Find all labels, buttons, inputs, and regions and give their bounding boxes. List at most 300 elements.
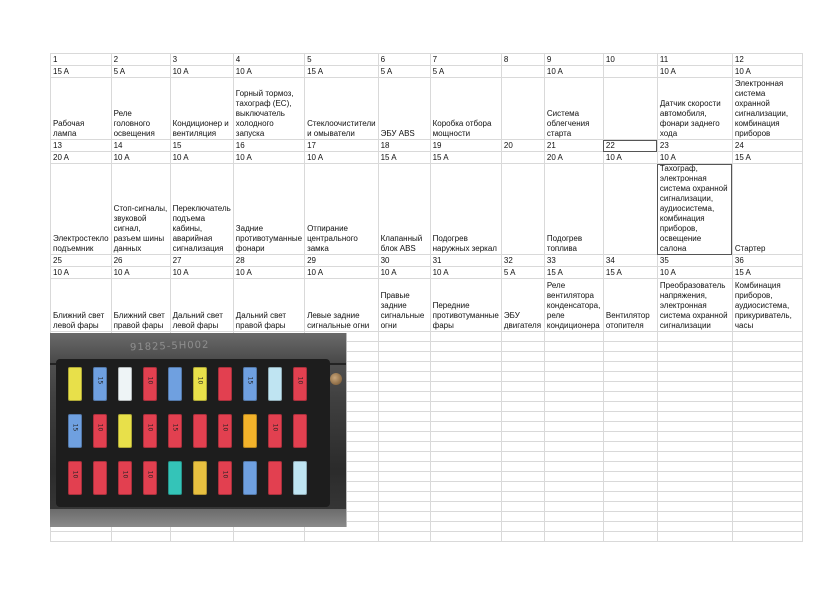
empty-cell[interactable] — [378, 332, 430, 342]
fuse-description-cell[interactable]: Кондиционер и вентиляция — [170, 78, 233, 140]
fuse-description-cell[interactable]: Ближний свет правой фары — [111, 279, 170, 332]
empty-cell[interactable] — [378, 342, 430, 352]
fuse-number-cell[interactable]: 34 — [603, 255, 657, 267]
fuse-amperage-cell[interactable]: 10 A — [111, 267, 170, 279]
fuse-amperage-cell[interactable]: 20 A — [544, 152, 603, 164]
fuse-number-cell[interactable]: 19 — [430, 140, 501, 152]
fuse — [143, 461, 157, 495]
empty-cell[interactable] — [732, 482, 802, 492]
empty-cell[interactable] — [544, 532, 603, 542]
fuse-number-cell[interactable]: 35 — [657, 255, 732, 267]
empty-cell[interactable] — [430, 382, 501, 392]
empty-cell[interactable] — [378, 442, 430, 452]
empty-cell[interactable] — [544, 412, 603, 422]
fuse-amperage-cell[interactable]: 5 A — [378, 66, 430, 78]
empty-cell[interactable] — [501, 372, 544, 382]
fuse-amperage-row — [51, 267, 803, 279]
fuse-amperage-cell[interactable]: 5 A — [111, 66, 170, 78]
fuse — [68, 461, 82, 495]
fuse-amperage-cell[interactable]: 15 A — [430, 152, 501, 164]
fuse-number-cell[interactable]: 7 — [430, 54, 501, 66]
fuse — [118, 414, 132, 448]
empty-cell[interactable] — [732, 422, 802, 432]
empty-cell[interactable] — [378, 532, 430, 542]
fuse-number-cell[interactable]: 6 — [378, 54, 430, 66]
empty-cell[interactable] — [657, 452, 732, 462]
fuse-amperage-cell[interactable]: 10 A — [657, 267, 732, 279]
empty-cell[interactable] — [170, 532, 233, 542]
empty-cell[interactable] — [732, 392, 802, 402]
fuse-rating-label: 15 — [96, 376, 104, 385]
fuse — [268, 367, 282, 401]
empty-cell[interactable] — [378, 382, 430, 392]
fuse-number-cell[interactable]: 26 — [111, 255, 170, 267]
empty-cell[interactable] — [430, 442, 501, 452]
fuse-amperage-cell[interactable]: 10 A — [657, 152, 732, 164]
fuse-amperage-cell[interactable]: 15 A — [544, 267, 603, 279]
fuse-description-cell[interactable]: ЭБУ ABS — [378, 78, 430, 140]
empty-cell[interactable] — [544, 392, 603, 402]
fuse-amperage-cell[interactable]: 10 A — [657, 66, 732, 78]
fuse-description-cell[interactable]: Передние противотуманные фары — [430, 279, 501, 332]
empty-cell[interactable] — [378, 432, 430, 442]
empty-cell[interactable] — [501, 422, 544, 432]
fuse — [68, 414, 82, 448]
fuse-number-cell[interactable]: 4 — [233, 54, 304, 66]
empty-cell[interactable] — [657, 362, 732, 372]
empty-cell[interactable] — [501, 402, 544, 412]
empty-cell[interactable] — [378, 472, 430, 482]
fuse-amperage-cell[interactable]: 20 A — [51, 152, 112, 164]
empty-cell[interactable] — [233, 532, 304, 542]
fuse-number-cell[interactable]: 11 — [657, 54, 732, 66]
empty-cell[interactable] — [430, 372, 501, 382]
empty-cell[interactable] — [501, 392, 544, 402]
empty-cell[interactable] — [430, 432, 501, 442]
fuse-amperage-cell[interactable]: 10 A — [51, 267, 112, 279]
fuse-number-cell[interactable]: 3 — [170, 54, 233, 66]
empty-cell[interactable] — [732, 382, 802, 392]
fuse-number-cell[interactable]: 33 — [544, 255, 603, 267]
fuse — [243, 461, 257, 495]
empty-cell[interactable] — [378, 412, 430, 422]
part-number-stamp: 91825-5H002 — [129, 339, 210, 354]
empty-cell[interactable] — [732, 472, 802, 482]
fuse — [93, 461, 107, 495]
fuse-description-row — [51, 164, 803, 255]
empty-cell[interactable] — [501, 342, 544, 352]
empty-cell[interactable] — [430, 452, 501, 462]
empty-cell[interactable] — [430, 472, 501, 482]
fuse-amperage-cell[interactable]: 10 A — [378, 267, 430, 279]
fuse-amperage-cell[interactable]: 10 A — [170, 66, 233, 78]
fuse-description-cell[interactable]: Система облегчения старта — [544, 78, 603, 140]
fuse-number-cell[interactable]: 2 — [111, 54, 170, 66]
empty-cell[interactable] — [732, 522, 802, 532]
fuse — [193, 367, 207, 401]
empty-cell[interactable] — [732, 342, 802, 352]
fuse — [293, 461, 307, 495]
empty-cell[interactable] — [305, 532, 379, 542]
empty-cell[interactable] — [378, 422, 430, 432]
fuse-amperage-cell[interactable]: 5 A — [430, 66, 501, 78]
empty-cell[interactable] — [501, 412, 544, 422]
fuse-number-cell[interactable]: 13 — [51, 140, 112, 152]
empty-cell[interactable] — [430, 392, 501, 402]
empty-cell[interactable] — [430, 422, 501, 432]
empty-cell[interactable] — [603, 412, 657, 422]
empty-cell[interactable] — [501, 532, 544, 542]
fuse-amperage-cell[interactable]: 15 A — [603, 267, 657, 279]
empty-cell[interactable] — [544, 502, 603, 512]
fuse-number-cell[interactable]: 29 — [305, 255, 379, 267]
fuse-description-cell[interactable] — [501, 164, 544, 255]
fuse — [243, 414, 257, 448]
empty-cell[interactable] — [501, 352, 544, 362]
fuse-amperage-cell[interactable]: 15 A — [378, 152, 430, 164]
fuse-description-cell[interactable]: Горный тормоз, тахограф (ЕС), выключатель холодного запуска — [233, 78, 304, 140]
fuse — [193, 461, 207, 495]
empty-cell[interactable] — [430, 402, 501, 412]
fuse-description-cell[interactable]: Правые задние сигнальные огни — [378, 279, 430, 332]
empty-cell[interactable] — [501, 482, 544, 492]
empty-cell[interactable] — [603, 422, 657, 432]
fuse-number-cell[interactable]: 21 — [544, 140, 603, 152]
empty-row — [51, 532, 803, 542]
empty-cell[interactable] — [501, 432, 544, 442]
fuse-number-cell[interactable]: 18 — [378, 140, 430, 152]
empty-cell[interactable] — [501, 362, 544, 372]
fuse-description-cell[interactable]: Подогрев топлива — [544, 164, 603, 255]
empty-cell[interactable] — [603, 362, 657, 372]
empty-cell[interactable] — [378, 522, 430, 532]
fuse-box-photo — [50, 333, 347, 527]
empty-cell[interactable] — [603, 492, 657, 502]
empty-cell[interactable] — [657, 482, 732, 492]
fuse-description-cell[interactable]: Вентилятор отопителя — [603, 279, 657, 332]
empty-cell[interactable] — [657, 332, 732, 342]
fuse-rating-label: 10 — [271, 423, 279, 432]
fuse-number-cell[interactable]: 28 — [233, 255, 304, 267]
empty-cell[interactable] — [657, 432, 732, 442]
empty-cell[interactable] — [378, 462, 430, 472]
fuse-description-cell[interactable] — [501, 78, 544, 140]
empty-cell[interactable] — [544, 462, 603, 472]
empty-cell[interactable] — [657, 392, 732, 402]
empty-cell[interactable] — [732, 432, 802, 442]
fuse-amperage-row — [51, 66, 803, 78]
fuse-description-cell[interactable]: Электронная система охранной сигнализации, комбинация приборов — [732, 78, 802, 140]
fuse-description-cell[interactable]: Стартер — [732, 164, 802, 255]
fuse-number-cell[interactable]: 14 — [111, 140, 170, 152]
fuse-rating-label: 10 — [296, 376, 304, 385]
empty-cell[interactable] — [732, 442, 802, 452]
fuse-number-cell[interactable]: 22 — [603, 140, 657, 152]
empty-cell[interactable] — [603, 442, 657, 452]
empty-cell[interactable] — [603, 512, 657, 522]
fuse-amperage-cell[interactable] — [501, 152, 544, 164]
empty-cell[interactable] — [657, 472, 732, 482]
fuse — [118, 367, 132, 401]
fuse-amperage-cell[interactable]: 10 A — [305, 152, 379, 164]
empty-cell[interactable] — [544, 352, 603, 362]
fuse-number-cell[interactable]: 31 — [430, 255, 501, 267]
empty-cell[interactable] — [430, 412, 501, 422]
fuse — [93, 414, 107, 448]
empty-cell[interactable] — [657, 512, 732, 522]
fuse-number-cell[interactable]: 23 — [657, 140, 732, 152]
empty-cell[interactable] — [657, 522, 732, 532]
fuse-number-cell[interactable]: 24 — [732, 140, 802, 152]
fuse-amperage-cell[interactable] — [501, 66, 544, 78]
fuse-rating-label: 10 — [221, 423, 229, 432]
fuse-amperage-cell[interactable]: 15 A — [732, 267, 802, 279]
empty-cell[interactable] — [51, 532, 112, 542]
fuse-rating-label: 15 — [246, 376, 254, 385]
empty-cell[interactable] — [544, 452, 603, 462]
empty-cell[interactable] — [657, 532, 732, 542]
fuse-amperage-row — [51, 152, 803, 164]
empty-cell[interactable] — [378, 392, 430, 402]
empty-cell[interactable] — [603, 382, 657, 392]
empty-cell[interactable] — [732, 532, 802, 542]
fuse-amperage-cell[interactable]: 10 A — [170, 267, 233, 279]
fuse-amperage-cell[interactable]: 15 A — [51, 66, 112, 78]
empty-cell[interactable] — [430, 332, 501, 342]
fuse-amperage-cell[interactable]: 10 A — [603, 152, 657, 164]
fuse-description-cell[interactable]: ЭБУ двигателя — [501, 279, 544, 332]
empty-cell[interactable] — [501, 502, 544, 512]
empty-cell[interactable] — [501, 452, 544, 462]
empty-cell[interactable] — [378, 372, 430, 382]
fuse — [193, 414, 207, 448]
empty-cell[interactable] — [501, 332, 544, 342]
empty-cell[interactable] — [544, 472, 603, 482]
fuse-number-cell[interactable]: 1 — [51, 54, 112, 66]
fuse-amperage-cell[interactable]: 10 A — [233, 152, 304, 164]
fuse — [243, 367, 257, 401]
fuse-rating-label: 10 — [146, 470, 154, 479]
fuse-amperage-cell[interactable]: 15 A — [305, 66, 379, 78]
empty-cell[interactable] — [657, 382, 732, 392]
empty-cell[interactable] — [603, 432, 657, 442]
fuse-number-cell[interactable]: 27 — [170, 255, 233, 267]
empty-cell[interactable] — [430, 512, 501, 522]
empty-cell[interactable] — [430, 532, 501, 542]
empty-cell[interactable] — [657, 492, 732, 502]
empty-cell[interactable] — [378, 352, 430, 362]
fuse-description-cell[interactable]: Преобразователь напряжения, электронная система охранной сигнализации — [657, 279, 732, 332]
empty-cell[interactable] — [378, 512, 430, 522]
fuse-rating-label: 10 — [96, 423, 104, 432]
fuse-amperage-cell[interactable]: 10 A — [111, 152, 170, 164]
fuse-description-cell[interactable]: Задние противотуманные фонари — [233, 164, 304, 255]
fuse-amperage-cell[interactable] — [603, 66, 657, 78]
empty-cell[interactable] — [430, 492, 501, 502]
empty-cell[interactable] — [378, 502, 430, 512]
fuse — [118, 461, 132, 495]
empty-cell[interactable] — [657, 462, 732, 472]
empty-cell[interactable] — [732, 502, 802, 512]
fuse-description-cell[interactable]: Стоп-сигналы, звуковой сигнал, разъем шины данных — [111, 164, 170, 255]
empty-cell[interactable] — [430, 482, 501, 492]
empty-cell[interactable] — [378, 362, 430, 372]
fuse-description-cell[interactable] — [603, 164, 657, 255]
fuse-description-cell[interactable]: Дальний свет правой фары — [233, 279, 304, 332]
empty-cell[interactable] — [603, 342, 657, 352]
empty-cell[interactable] — [544, 512, 603, 522]
empty-cell[interactable] — [657, 352, 732, 362]
empty-cell[interactable] — [603, 402, 657, 412]
fuse-amperage-cell[interactable]: 10 A — [170, 152, 233, 164]
empty-cell[interactable] — [378, 402, 430, 412]
empty-cell[interactable] — [501, 442, 544, 452]
empty-cell[interactable] — [430, 502, 501, 512]
empty-cell[interactable] — [603, 482, 657, 492]
empty-cell[interactable] — [603, 532, 657, 542]
fuse-amperage-cell[interactable]: 10 A — [430, 267, 501, 279]
fuse — [218, 367, 232, 401]
empty-cell[interactable] — [430, 342, 501, 352]
empty-cell[interactable] — [544, 432, 603, 442]
fuse-number-cell[interactable]: 20 — [501, 140, 544, 152]
fuse-number-cell[interactable]: 30 — [378, 255, 430, 267]
fuse-description-cell[interactable]: Электростекло подъемник — [51, 164, 112, 255]
empty-cell[interactable] — [603, 452, 657, 462]
fuse-amperage-cell[interactable]: 15 A — [732, 152, 802, 164]
fuse-description-cell[interactable]: Тахограф, электронная система охранной сигнализации, аудиосистема, комбинация приборов, освещение салона — [657, 164, 732, 255]
empty-cell[interactable] — [603, 352, 657, 362]
fuse-number-cell[interactable]: 36 — [732, 255, 802, 267]
fuse-number-cell[interactable]: 10 — [603, 54, 657, 66]
empty-cell[interactable] — [657, 402, 732, 412]
fuse-description-cell[interactable]: Отпирание центрального замка — [305, 164, 379, 255]
fuse — [143, 367, 157, 401]
empty-cell[interactable] — [544, 402, 603, 412]
dashboard-edge — [50, 509, 346, 527]
empty-cell[interactable] — [430, 462, 501, 472]
fuse-number-cell[interactable]: 25 — [51, 255, 112, 267]
fuse-rating-label: 10 — [146, 376, 154, 385]
empty-cell[interactable] — [732, 332, 802, 342]
fuse-amperage-cell[interactable]: 10 A — [233, 66, 304, 78]
empty-cell[interactable] — [732, 402, 802, 412]
fuse-number-cell[interactable]: 16 — [233, 140, 304, 152]
fuse-description-row — [51, 78, 803, 140]
empty-cell[interactable] — [378, 492, 430, 502]
empty-cell[interactable] — [657, 502, 732, 512]
empty-cell[interactable] — [603, 502, 657, 512]
empty-cell[interactable] — [430, 362, 501, 372]
empty-cell[interactable] — [657, 412, 732, 422]
empty-cell[interactable] — [603, 472, 657, 482]
empty-cell[interactable] — [544, 372, 603, 382]
empty-cell[interactable] — [732, 412, 802, 422]
empty-cell[interactable] — [603, 392, 657, 402]
fuse-amperage-cell[interactable]: 10 A — [305, 267, 379, 279]
fuse-number-cell[interactable]: 9 — [544, 54, 603, 66]
fuse-description-cell[interactable]: Клапанный блок ABS — [378, 164, 430, 255]
empty-cell[interactable] — [732, 512, 802, 522]
empty-cell[interactable] — [732, 372, 802, 382]
fuse-number-cell[interactable]: 12 — [732, 54, 802, 66]
fuse-description-cell[interactable]: Ближний свет левой фары — [51, 279, 112, 332]
empty-cell[interactable] — [501, 522, 544, 532]
fuse-description-cell[interactable]: Реле вентилятора конденсатора, реле кондиционера — [544, 279, 603, 332]
empty-cell[interactable] — [544, 332, 603, 342]
fuse — [268, 461, 282, 495]
empty-cell[interactable] — [657, 342, 732, 352]
empty-cell[interactable] — [732, 462, 802, 472]
fuse-description-cell[interactable]: Подогрев наружных зеркал — [430, 164, 501, 255]
fuse-description-cell[interactable] — [603, 78, 657, 140]
empty-cell[interactable] — [501, 472, 544, 482]
empty-cell[interactable] — [501, 462, 544, 472]
mounting-bolt — [330, 373, 342, 385]
empty-cell[interactable] — [430, 522, 501, 532]
empty-cell[interactable] — [603, 522, 657, 532]
empty-cell[interactable] — [544, 482, 603, 492]
empty-cell[interactable] — [544, 422, 603, 432]
empty-cell[interactable] — [657, 422, 732, 432]
fuse-number-cell[interactable]: 5 — [305, 54, 379, 66]
fuse-description-cell[interactable]: Комбинация приборов, аудиосистема, прикуриватель, часы — [732, 279, 802, 332]
empty-cell[interactable] — [732, 362, 802, 372]
fuse-amperage-cell[interactable]: 10 A — [732, 66, 802, 78]
empty-cell[interactable] — [544, 442, 603, 452]
fuse-description-cell[interactable]: Левые задние сигнальные огни — [305, 279, 379, 332]
fuse-amperage-cell[interactable]: 10 A — [544, 66, 603, 78]
empty-cell[interactable] — [732, 492, 802, 502]
empty-cell[interactable] — [111, 532, 170, 542]
fuse-description-cell[interactable]: Стеклоочистители и омыватели — [305, 78, 379, 140]
fuse-number-cell[interactable]: 32 — [501, 255, 544, 267]
empty-cell[interactable] — [430, 352, 501, 362]
empty-cell[interactable] — [732, 352, 802, 362]
empty-cell[interactable] — [544, 362, 603, 372]
fuse-rating-label: 10 — [196, 376, 204, 385]
fuse-description-cell[interactable]: Коробка отбора мощности — [430, 78, 501, 140]
fuse-description-cell[interactable]: Реле головного освещения — [111, 78, 170, 140]
fuse-description-cell[interactable]: Датчик скорости автомобиля, фонари заднего хода — [657, 78, 732, 140]
fuse-amperage-cell[interactable]: 5 A — [501, 267, 544, 279]
fuse — [218, 461, 232, 495]
empty-cell[interactable] — [657, 372, 732, 382]
empty-cell[interactable] — [603, 372, 657, 382]
empty-cell[interactable] — [603, 332, 657, 342]
empty-cell[interactable] — [544, 522, 603, 532]
empty-cell[interactable] — [501, 492, 544, 502]
fuse-description-cell[interactable]: Переключатель подъема кабины, аварийная сигнализация — [170, 164, 233, 255]
empty-cell[interactable] — [732, 452, 802, 462]
fuse-number-cell[interactable]: 8 — [501, 54, 544, 66]
empty-cell[interactable] — [378, 452, 430, 462]
fuse-amperage-cell[interactable]: 10 A — [233, 267, 304, 279]
empty-cell[interactable] — [501, 512, 544, 522]
empty-cell[interactable] — [501, 382, 544, 392]
fuse-description-cell[interactable]: Дальний свет левой фары — [170, 279, 233, 332]
empty-cell[interactable] — [544, 342, 603, 352]
empty-cell[interactable] — [378, 482, 430, 492]
empty-cell[interactable] — [657, 442, 732, 452]
fuse-number-cell[interactable]: 17 — [305, 140, 379, 152]
empty-cell[interactable] — [544, 492, 603, 502]
fuse-description-cell[interactable]: Рабочая лампа — [51, 78, 112, 140]
empty-cell[interactable] — [603, 462, 657, 472]
fuse-rating-label: 10 — [121, 470, 129, 479]
fuse-number-cell[interactable]: 15 — [170, 140, 233, 152]
empty-cell[interactable] — [544, 382, 603, 392]
